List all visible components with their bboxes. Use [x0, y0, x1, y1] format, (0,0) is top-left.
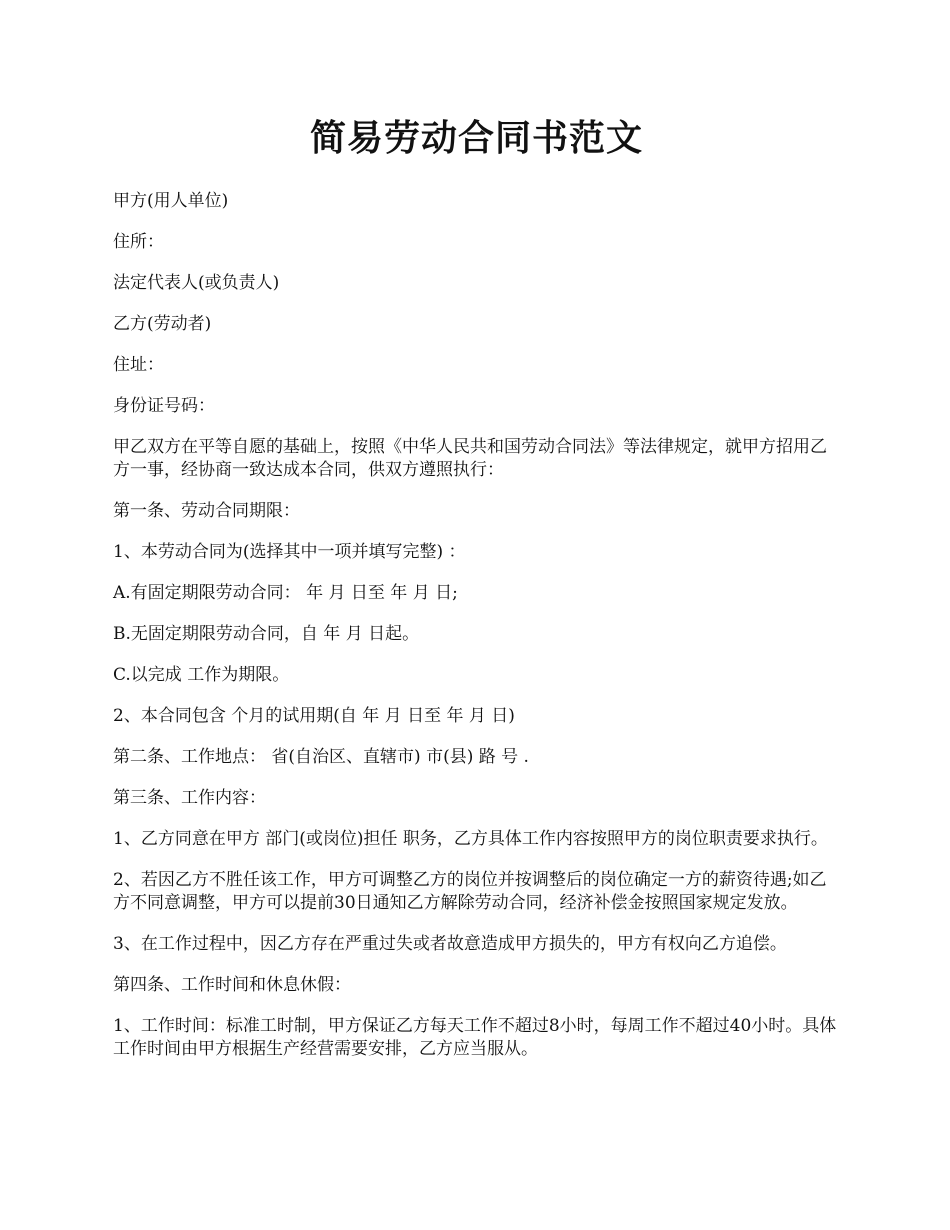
- party-b-label: 乙方(劳动者): [113, 314, 212, 334]
- article-1-option-a: A.有固定期限劳动合同： 年 月 日至 年 月 日;: [113, 583, 458, 603]
- document-title: 简易劳动合同书范文: [309, 117, 643, 159]
- id-number-label: 身份证号码：: [113, 396, 215, 416]
- document-content: [113, 112, 840, 1079]
- article-3-item-1: 1、乙方同意在甲方 部门(或岗位)担任 职务，乙方具体工作内容按照甲方的岗位职责要求执行。: [113, 829, 828, 849]
- party-b-address-label: 住址：: [113, 355, 164, 375]
- article-3-item-3: 3、在工作过程中，因乙方存在严重过失或者故意造成甲方损失的，甲方有权向乙方追偿。: [113, 934, 787, 954]
- party-a-label: 甲方(用人单位): [113, 191, 229, 211]
- article-2-heading: 第二条、工作地点： 省(自治区、直辖市) 市(县) 路 号 .: [113, 747, 529, 767]
- legal-representative-label: 法定代表人(或负责人): [113, 273, 280, 293]
- article-3-item-2: 2、若因乙方不胜任该工作，甲方可调整乙方的岗位并按调整后的岗位确定一方的薪资待遇;如乙方不同意调整，甲方可以提前30日通知乙方解除劳动合同，经济补偿金按照国家规定发放。: [113, 870, 827, 913]
- party-a-address-label: 住所：: [113, 232, 164, 252]
- contract-preamble: 甲乙双方在平等自愿的基础上，按照《中华人民共和国劳动合同法》等法律规定，就甲方招用乙方一事，经协商一致达成本合同，供双方遵照执行：: [113, 437, 827, 480]
- article-4-heading: 第四条、工作时间和休息休假：: [113, 975, 351, 995]
- article-4-item-1: 1、工作时间：标准工时制，甲方保证乙方每天工作不超过8小时，每周工作不超过40小时。具体工作时间由甲方根据生产经营需要安排，乙方应当服从。: [113, 1016, 837, 1059]
- article-1-heading: 第一条、劳动合同期限：: [113, 501, 300, 521]
- article-1-option-b: B.无固定期限劳动合同，自 年 月 日起。: [113, 624, 420, 644]
- article-1-option-c: C.以完成 工作为期限。: [113, 665, 290, 685]
- article-1-item-1: 1、本劳动合同为(选择其中一项并填写完整) ：: [113, 542, 466, 562]
- article-3-heading: 第三条、工作内容：: [113, 788, 266, 808]
- article-1-item-2: 2、本合同包含 个月的试用期(自 年 月 日至 年 月 日): [113, 706, 515, 726]
